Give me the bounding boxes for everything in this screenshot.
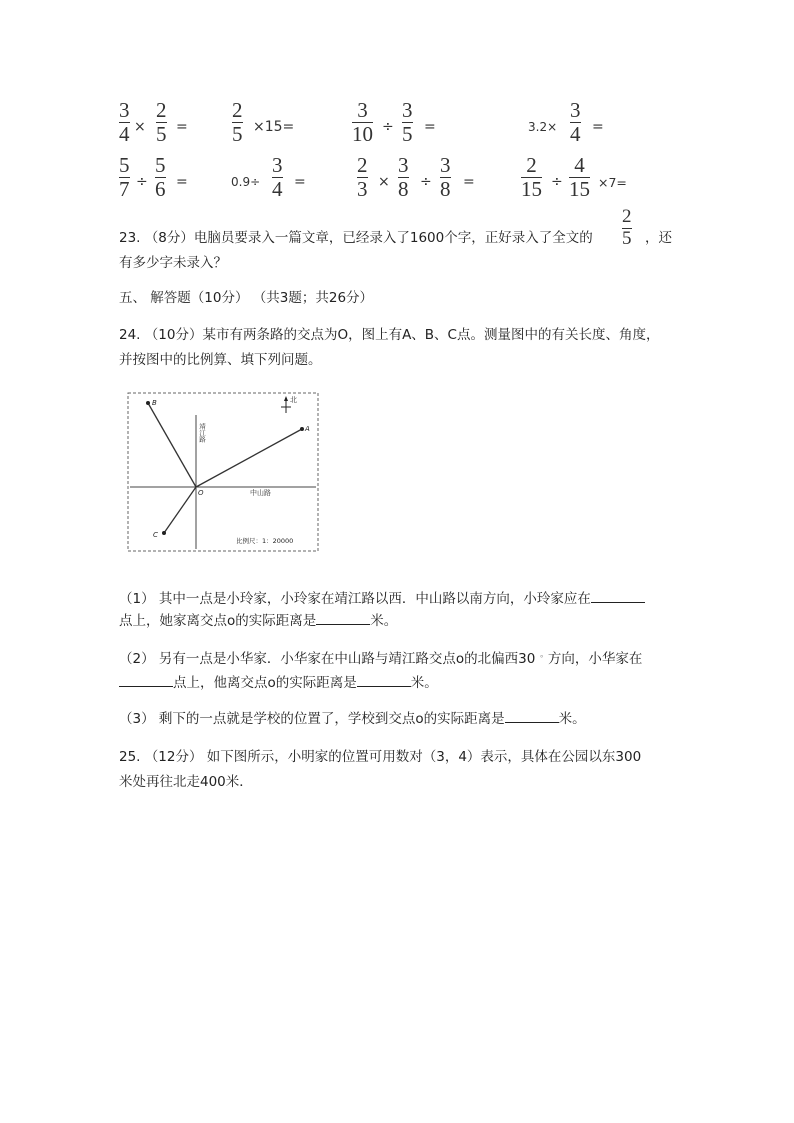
road-label-jingjiang: 靖江路 [198,423,206,443]
q25-line2: 米处再往北走400米． [119,774,253,790]
point-a [300,427,304,431]
north-label: 北 [290,396,297,404]
expression-tail: ×7= [598,175,627,190]
fraction: 2 5 [232,98,243,146]
operator: ÷ [551,174,563,190]
q24-sub2-line1: （2） 另有一点是小华家．小华家在中山路与靖江路交点o的北偏西30 ° 方向，小华家在 [119,651,643,667]
fraction: 2 15 [521,153,542,201]
q23-line1: 23. （8分）电脑员要录入一篇文章，已经录入了1600个字，正好录入了全文的 [119,230,593,246]
operator: × [134,119,146,135]
point-c [162,531,166,535]
fraction: 3 8 [398,153,409,201]
answer-blank[interactable] [591,588,645,603]
fraction: 5 6 [155,153,166,201]
scale-label: 比例尺：1：20000 [236,537,294,545]
equals-sign: = [294,174,306,190]
answer-blank[interactable] [357,672,411,687]
label-b: B [152,399,157,407]
equals-sign: = [592,119,604,135]
equals-sign: = [176,119,188,135]
answer-blank[interactable] [505,708,559,723]
label-a: A [305,425,310,433]
label-c: C [153,531,158,539]
fraction: 3 5 [402,98,413,146]
answer-blank[interactable] [119,672,173,687]
label-o: O [198,489,204,497]
equals-sign: = [176,174,188,190]
expression-tail: ×15= [253,119,295,135]
q24-sub1-line2: 点上，她家离交点o的实际距离是 米。 [119,608,679,634]
q24-sub1-line1: （1） 其中一点是小玲家，小玲家在靖江路以西．中山路以南方向，小玲家应在 [119,586,679,612]
q25-line1: 25. （12分） 如下图所示，小明家的位置可用数对（3，4）表示，具体在公园以东300 [119,749,642,765]
fraction: 2 5 [622,206,632,249]
q24-line1: 24. （10分）某市有两条路的交点为O，图上有A、B、C点。测量图中的有关长度、角度， [119,327,660,343]
operator: ÷ [420,174,432,190]
answer-blank[interactable] [316,610,370,625]
fraction: 2 3 [357,153,368,201]
road-map-figure [126,391,322,555]
operator: ÷ [382,119,394,135]
fraction: 3 4 [119,98,130,146]
equals-sign: = [424,119,436,135]
point-b [146,401,150,405]
operator: ÷ [136,174,148,190]
expression-prefix: 0.9÷ [231,175,261,189]
q24-sub2-line2: 点上，他离交点o的实际距离是 米。 [119,670,679,696]
q23-line1-end: ，还 [645,230,672,246]
fraction: 3 4 [272,153,283,201]
q24-line2: 并按图中的比例算、填下列问题。 [119,352,322,368]
equals-sign: = [463,174,475,190]
fraction: 3 4 [570,98,581,146]
fraction: 3 10 [352,98,373,146]
operator: × [378,174,390,190]
q24-sub3-line1: （3） 剩下的一点就是学校的位置了，学校到交点o的实际距离是 米。 [119,706,679,732]
road-label-zhongshan: 中山路 [250,489,271,497]
fraction: 4 15 [569,153,590,201]
section-title: 五、 解答题（10分） （共3题；共26分） [119,290,374,306]
expression-prefix: 3.2× [528,120,558,134]
fraction: 2 5 [156,98,167,146]
fraction: 5 7 [119,153,130,201]
q23-line2: 有多少字未录入？ [119,255,227,271]
fraction: 3 8 [440,153,451,201]
